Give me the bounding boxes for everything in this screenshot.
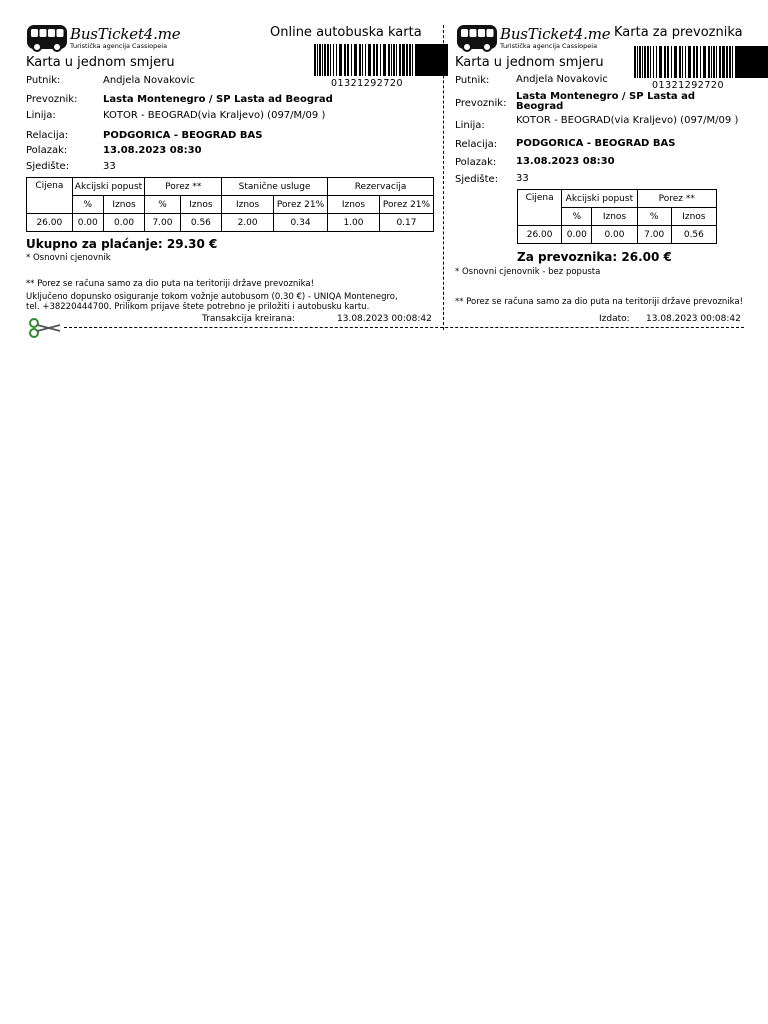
table-cell: 2.00 <box>222 214 274 232</box>
table-header-cijena: Cijena <box>518 190 562 226</box>
bus-icon <box>26 24 68 52</box>
field-label: Prevoznik: <box>455 98 507 109</box>
brand-name: BusTicket4.me <box>500 24 611 43</box>
barcode <box>314 44 448 76</box>
table-subheader: % <box>562 208 592 226</box>
table-subheader: % <box>72 196 103 214</box>
table-subheader: Iznos <box>671 208 716 226</box>
table-subheader: Iznos <box>180 196 222 214</box>
table-cell: 1.00 <box>328 214 380 232</box>
agency-name: Turistička agencija Cassiopeia <box>500 41 598 50</box>
table-cell: 0.34 <box>274 214 328 232</box>
ticket-type: Karta u jednom smjeru <box>455 55 604 70</box>
table-subheader: % <box>637 208 671 226</box>
table-subheader: Porez 21% <box>274 196 328 214</box>
field-label: Linija: <box>455 120 485 131</box>
field-value: KOTOR - BEOGRAD(via Kraljevo) (097/M/09 ) <box>516 115 739 126</box>
carrier-total: Za prevoznika: 26.00 € <box>517 250 672 264</box>
price-table-group-row <box>27 178 434 196</box>
footer-date: 13.08.2023 00:08:42 <box>646 314 741 324</box>
footer-label: Izdato: <box>599 314 630 324</box>
table-subheader: Iznos <box>592 208 637 226</box>
field-value: PODGORICA - BEOGRAD BAS <box>516 138 676 149</box>
table-cell: 7.00 <box>637 226 671 244</box>
agency-name: Turistička agencija Cassiopeia <box>70 41 168 50</box>
ticket-header: Karta za prevoznika <box>614 25 743 40</box>
field-value: KOTOR - BEOGRAD(via Kraljevo) (097/M/09 ) <box>103 110 326 121</box>
bus-icon <box>456 24 498 52</box>
field-label: Sjedište: <box>26 161 70 172</box>
field-value: Andjela Novakovic <box>103 75 195 86</box>
total-amount: Ukupno za plaćanje: 29.30 € <box>26 237 218 251</box>
field-label: Prevoznik: <box>26 94 78 105</box>
ticket-header: Online autobuska karta <box>270 25 422 40</box>
footer-label: Transakcija kreirana: <box>202 314 296 324</box>
barcode <box>634 46 768 78</box>
field-value: Andjela Novakovic <box>516 74 608 85</box>
field-label: Sjedište: <box>455 174 499 185</box>
brand-logo <box>456 24 610 52</box>
barcode-number: 01321292720 <box>652 80 724 91</box>
table-cell: 26.00 <box>27 214 73 232</box>
note-tax: ** Porez se računa samo za dio puta na teritoriji države prevoznika! <box>26 279 315 289</box>
field-value: Lasta Montenegro / SP Lasta ad Beograd <box>103 94 333 105</box>
price-table-value-row <box>518 226 717 244</box>
table-cell: 0.56 <box>180 214 222 232</box>
field-label: Relacija: <box>455 139 498 150</box>
field-value: PODGORICA - BEOGRAD BAS <box>103 130 263 141</box>
field-label: Linija: <box>26 110 56 121</box>
field-label: Polazak: <box>455 157 497 168</box>
table-subheader: Iznos <box>222 196 274 214</box>
table-subheader: Porez 21% <box>379 196 433 214</box>
note-insurance: Uključeno dopunsko osiguranje tokom vožnje autobusom (0.30 €) - UNIQA Montenegro, <box>26 292 398 302</box>
note-basic-price: * Osnovni cjenovnik <box>26 253 111 263</box>
ticket-type: Karta u jednom smjeru <box>26 55 175 70</box>
field-value: 33 <box>516 173 529 184</box>
table-subheader: Iznos <box>328 196 380 214</box>
brand-logo <box>26 24 180 52</box>
table-header-rezervacija: Rezervacija <box>328 178 434 196</box>
table-cell: 0.00 <box>72 214 103 232</box>
table-cell: 26.00 <box>518 226 562 244</box>
table-cell: 0.00 <box>562 226 592 244</box>
barcode-number: 01321292720 <box>331 78 403 89</box>
table-header-popust: Akcijski popust <box>562 190 637 208</box>
table-header-cijena: Cijena <box>27 178 73 214</box>
price-table-sub-row <box>27 196 434 214</box>
note-tax: ** Porez se računa samo za dio puta na teritoriji države prevoznika! <box>455 297 744 307</box>
field-label: Polazak: <box>26 145 68 156</box>
field-label: Relacija: <box>26 130 69 141</box>
table-header-porez: Porez ** <box>145 178 222 196</box>
barcode-bar <box>446 44 448 76</box>
footer-date: 13.08.2023 00:08:42 <box>337 314 432 324</box>
table-subheader: % <box>145 196 180 214</box>
horizontal-cut-line <box>64 327 744 328</box>
price-table-group-row <box>518 190 717 208</box>
table-cell: 0.00 <box>592 226 637 244</box>
table-cell: 0.17 <box>379 214 433 232</box>
price-table-value-row <box>27 214 434 232</box>
table-cell: 7.00 <box>145 214 180 232</box>
price-table <box>26 177 434 232</box>
field-value: Lasta Montenegro / SP Lasta ad Beograd <box>516 91 696 112</box>
table-header-porez: Porez ** <box>637 190 716 208</box>
field-label: Putnik: <box>26 75 61 86</box>
field-value: 13.08.2023 08:30 <box>103 145 202 156</box>
table-cell: 0.00 <box>103 214 145 232</box>
field-value: 33 <box>103 161 116 172</box>
table-header-stanicne: Stanične usluge <box>222 178 328 196</box>
vertical-cut-line <box>443 25 444 330</box>
note-insurance-contact: tel. +38220444700. Prilikom prijave štete potrebno je priložiti i autobusku kartu. <box>26 302 370 312</box>
table-cell: 0.56 <box>671 226 716 244</box>
brand-name: BusTicket4.me <box>70 24 181 43</box>
scissors-icon <box>28 318 62 338</box>
price-table <box>517 189 717 244</box>
field-label: Putnik: <box>455 75 490 86</box>
field-value: 13.08.2023 08:30 <box>516 156 615 167</box>
table-subheader: Iznos <box>103 196 145 214</box>
table-header-popust: Akcijski popust <box>72 178 145 196</box>
note-basic-price: * Osnovni cjenovnik - bez popusta <box>455 267 601 277</box>
